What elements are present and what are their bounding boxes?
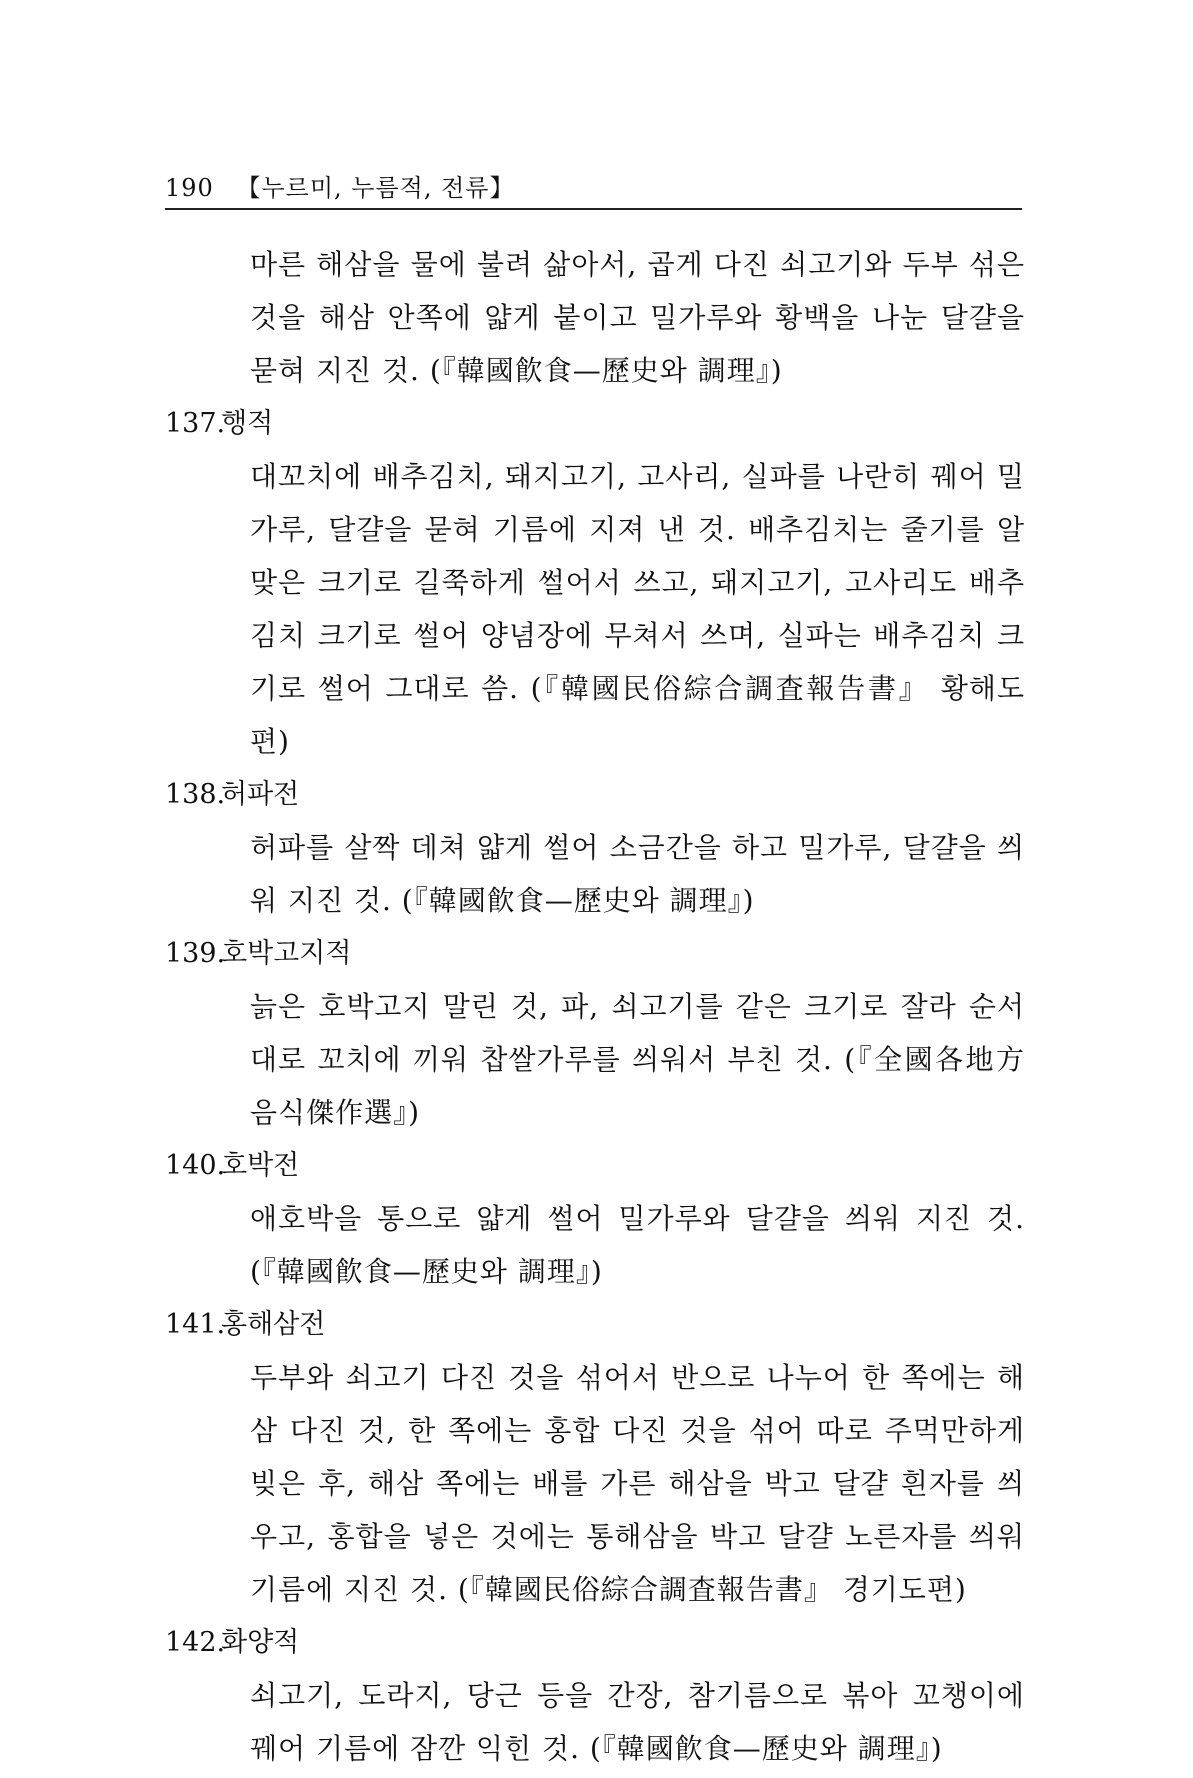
entry-number: 142.	[165, 1627, 226, 1658]
entry-title: 호박고지적	[221, 938, 352, 969]
entry-139	[165, 930, 1025, 1139]
entry-number: 137.	[165, 408, 226, 439]
entry-title: 화양적	[221, 1627, 300, 1658]
entry-heading	[165, 1619, 1025, 1667]
header-rule	[165, 208, 1022, 210]
entry-140	[165, 1142, 1025, 1298]
entry-heading	[165, 400, 1025, 448]
entry-141	[165, 1301, 1025, 1616]
entry-142	[165, 1619, 1025, 1775]
entry-heading	[165, 930, 1025, 978]
entry-title: 허파전	[221, 779, 300, 810]
entry-138	[165, 771, 1025, 927]
entry-heading	[165, 1142, 1025, 1190]
entry-body: 늙은 호박고지 말린 것, 파, 쇠고기를 같은 크기로 잘라 순서대로 꼬치에 끼워 찹쌀가루를 씌워서 부친 것. (『全國各地方음식傑作選』)	[250, 990, 1025, 1129]
entry-number: 140.	[165, 1150, 226, 1181]
entry-number: 139.	[165, 938, 226, 969]
page-body	[165, 238, 1025, 1778]
entry-title: 호박전	[221, 1150, 300, 1181]
page-number: 190	[165, 174, 214, 202]
header-title: 【누르미, 누름적, 전류】	[236, 174, 515, 202]
running-header	[165, 168, 514, 203]
entry-number: 138.	[165, 779, 226, 810]
entry-body: 두부와 쇠고기 다진 것을 섞어서 반으로 나누어 한 쪽에는 해삼 다진 것, 한 쪽에는 홍합 다진 것을 섞어 따로 주먹만하게 빚은 후, 해삼 쪽에는 배를 가른 해삼을 박고 달걀 흰자를 씌우고, 홍합을 넣은 것에는 통해삼을 박고 달걀 노른자를 씌워 기름에 지진 것. (『韓國民俗綜合調査報告書』 경기도편)	[250, 1361, 1025, 1606]
entry-body: 쇠고기, 도라지, 당근 등을 간장, 참기름으로 볶아 꼬챙이에 꿰어 기름에 잠깐 익힌 것. (『韓國飮食—歷史와 調理』)	[250, 1679, 1025, 1765]
intro-paragraph: 마른 해삼을 물에 불려 삶아서, 곱게 다진 쇠고기와 두부 섞은 것을 해삼 안쪽에 얇게 붙이고 밀가루와 황백을 나눈 달걀을 묻혀 지진 것. (『韓國飮食—歷史와 調理』)	[250, 248, 1025, 387]
entry-number: 141.	[165, 1309, 226, 1340]
entry-body: 애호박을 통으로 얇게 썰어 밀가루와 달걀을 씌워 지진 것. (『韓國飮食—歷史와 調理』)	[250, 1202, 1025, 1288]
entry-title: 홍해삼전	[221, 1309, 326, 1340]
entry-heading	[165, 771, 1025, 819]
entry-body: 허파를 살짝 데쳐 얇게 썰어 소금간을 하고 밀가루, 달걀을 씌워 지진 것. (『韓國飮食—歷史와 調理』)	[250, 831, 1025, 917]
entry-body: 대꼬치에 배추김치, 돼지고기, 고사리, 실파를 나란히 꿰어 밀가루, 달걀을 묻혀 기름에 지져 낸 것. 배추김치는 줄기를 알맞은 크기로 길쭉하게 썰어서 쓰고, 돼지고기, 고사리도 배추김치 크기로 썰어 양념장에 무쳐서 쓰며, 실파는 배추김치 크기로 썰어 그대로 씀. (『韓國民俗綜合調査報告書』 황해도편)	[250, 460, 1025, 758]
entry-137	[165, 400, 1025, 768]
entry-heading	[165, 1301, 1025, 1349]
entry-title: 행적	[221, 408, 274, 439]
